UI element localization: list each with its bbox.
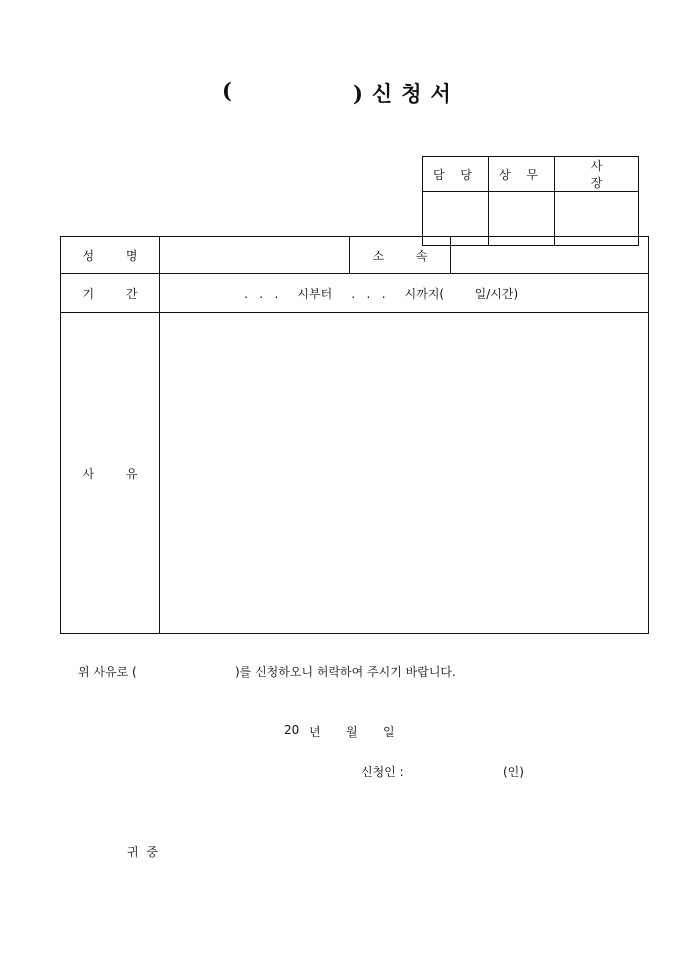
reason-field[interactable]	[160, 313, 649, 634]
date-year-unit: 년	[309, 725, 321, 739]
statement-suffix: )를 신청하오니 허락하여 주시기 바랍니다.	[235, 665, 456, 679]
name-field[interactable]	[160, 237, 350, 274]
period-label: 기 간	[61, 274, 160, 313]
application-table	[60, 236, 649, 634]
date-year: 20	[284, 723, 300, 737]
applicant-label: 신청인 :	[361, 765, 404, 779]
dept-field[interactable]	[451, 237, 649, 274]
form-title	[0, 78, 680, 108]
approval-header-president: 사 장	[555, 157, 639, 192]
date-day-unit: 일	[383, 725, 395, 739]
recipient: 귀 중	[127, 845, 160, 859]
statement-prefix: 위 사유로 (	[78, 665, 137, 679]
name-label: 성 명	[61, 237, 160, 274]
dept-label: 소 속	[350, 237, 451, 274]
date-month-unit: 월	[346, 725, 358, 739]
title-text: )신청서	[353, 81, 460, 106]
approval-header-director: 상 무	[489, 157, 555, 192]
reason-label: 사 유	[61, 313, 160, 634]
period-field[interactable]: . . . 시부터 . . . 시까지( 일/시간)	[160, 274, 649, 313]
approval-table	[422, 156, 639, 246]
approval-header-manager: 담 당	[423, 157, 489, 192]
title-open-paren: (	[222, 78, 232, 103]
applicant-seal: (인)	[503, 765, 524, 779]
